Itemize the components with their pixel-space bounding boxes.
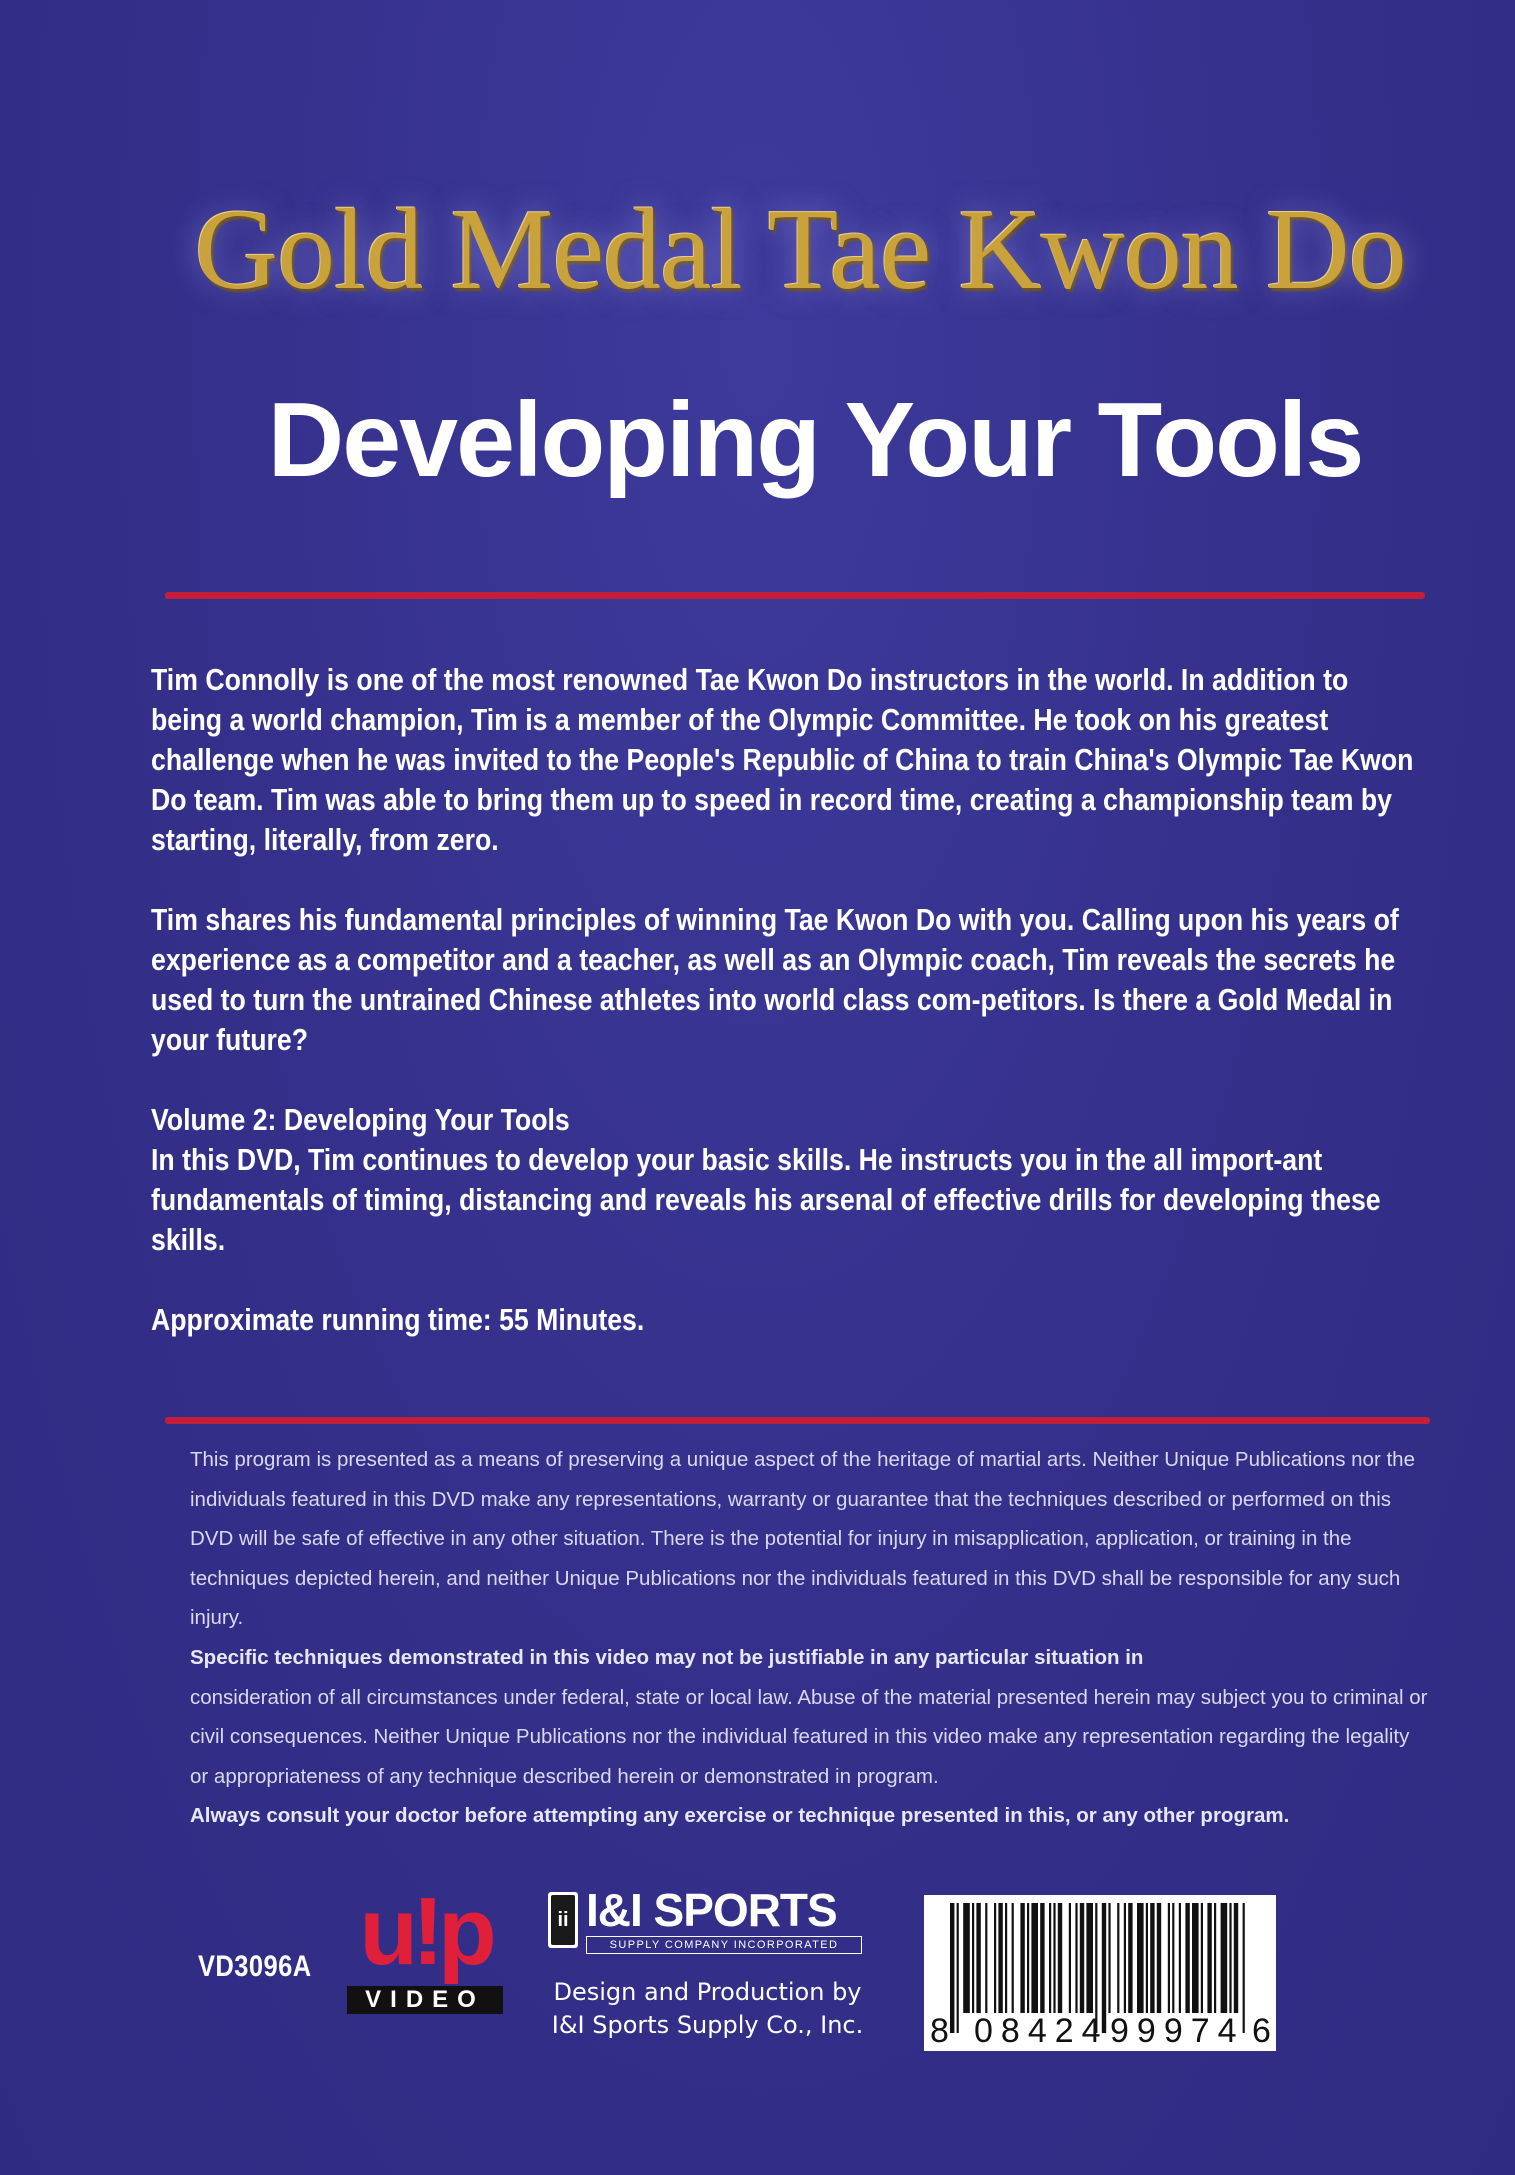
credit-line-1: Design and Production by: [553, 1978, 862, 2006]
disclaimer-part-2-bold: Specific techniques demonstrated in this video may not be justifiable in any particular situation in: [190, 1645, 1144, 1669]
ii-logo-name: I&I SPORTS: [586, 1884, 837, 1936]
description-paragraph-2: Tim shares his fundamental principles of winning Tae Kwon Do with you. Calling upon his years of experience as a competitor and a teacher, as well as an Olympic coach, Tim reveals the secrets he used to turn the untrained Chinese athletes into world class com-petitors. Is there a Gold Medal in your future?: [151, 902, 1399, 1057]
description-block: [151, 660, 1420, 1340]
disclaimer-part-2: consideration of all circumstances under federal, state or local law. Abuse of the material presented herein may subject you to criminal or civil consequences. Neither Unique Publications nor the individual featured in this video make any representation regarding the legality or appropriateness of any technique described herein or demonstrated in program.: [190, 1685, 1428, 1788]
ii-sports-logo: [548, 1884, 864, 1956]
volume-heading: Volume 2: Developing Your Tools: [151, 1102, 570, 1137]
disclaimer-part-1: This program is presented as a means of preserving a unique aspect of the heritage of martial arts. Neither Unique Publications nor the individuals featured in this DVD make any representations, warranty or guarantee that the techniques described or performed on this DVD will be safe of effective in any other situation. There is the potential for injury in misapplication, application, or training in the techniques depicted herein, and neither Unique Publications nor the individuals featured in this DVD shall be responsible for any such injury.: [190, 1448, 1415, 1630]
ii-logo-tagline: SUPPLY COMPANY INCORPORATED: [586, 1936, 862, 1954]
up-logo-letters: u!p: [359, 1878, 491, 1985]
divider-top: [165, 592, 1425, 599]
credit-line-2: I&I Sports Supply Co., Inc.: [551, 2011, 864, 2039]
disclaimer-part-3: Always consult your doctor before attempting any exercise or technique presented in this, or any other program.: [190, 1804, 1290, 1828]
up-video-logo: [345, 1878, 505, 2015]
catalog-number: VD3096A: [198, 1950, 312, 1983]
barcode-digit-lead: 8: [930, 2012, 949, 2050]
barcode-digits-left: 08424: [974, 2012, 1109, 2050]
running-time: Approximate running time: 55 Minutes.: [151, 1302, 645, 1337]
divider-bottom: [165, 1417, 1430, 1424]
volume-title: Developing Your Tools: [267, 381, 1363, 499]
barcode-digit-check: 6: [1252, 2012, 1271, 2050]
barcode-digits-right: 99974: [1110, 2012, 1245, 2050]
production-credit: [530, 1976, 885, 2042]
ii-logo-mark-text: ii: [551, 1895, 575, 1945]
upc-barcode: [924, 1895, 1276, 2051]
description-paragraph-1: Tim Connolly is one of the most renowned Tae Kwon Do instructors in the world. In addition to being a world champion, Tim is a member of the Olympic Committee. He took on his greatest challenge when he was invited to the People's Republic of China to train China's Olympic Tae Kwon Do team. Tim was able to bring them up to speed in record time, creating a championship team by starting, literally, from zero.: [151, 662, 1414, 857]
ii-logo-mark-icon: [548, 1892, 578, 1948]
up-logo-word: VIDEO: [347, 1986, 503, 2014]
description-paragraph-3: In this DVD, Tim continues to develop your basic skills. He instructs you in the all import-ant fundamentals of timing, distancing and reveals his arsenal of effective drills for developing these skills.: [151, 1142, 1381, 1257]
series-title: Gold Medal Tae Kwon Do: [194, 186, 1406, 314]
legal-disclaimer: [190, 1440, 1430, 1836]
barcode-digits: [924, 2013, 1276, 2049]
